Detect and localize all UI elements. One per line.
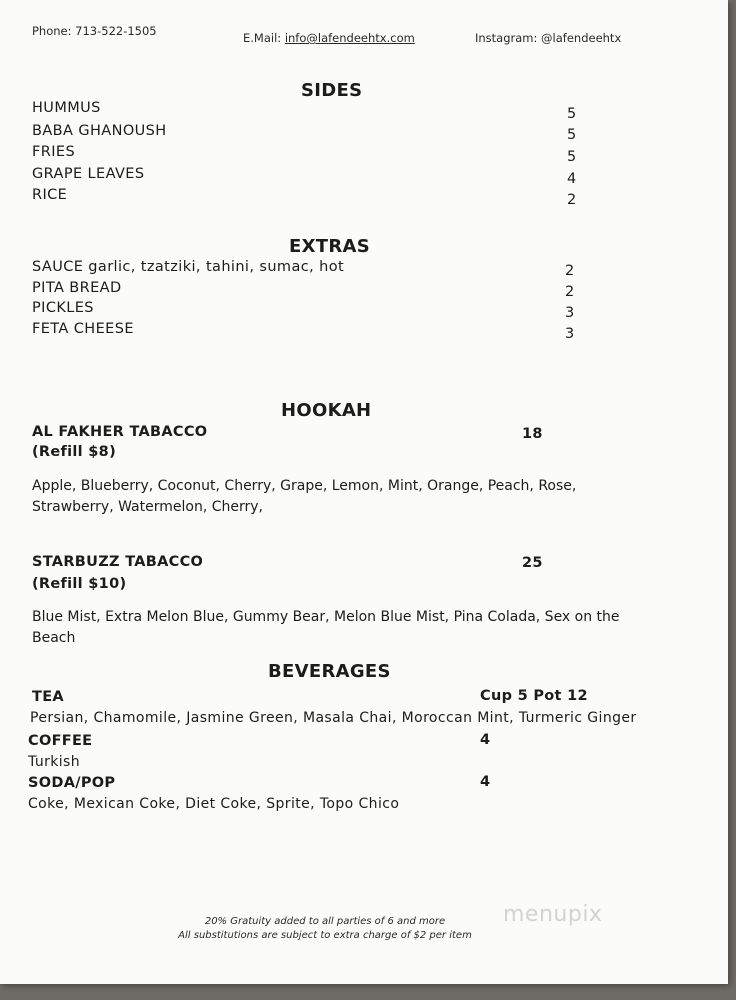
- substitution-note: All substitutions are subject to extra charge of $2 per item: [178, 930, 472, 941]
- menu-item-name: FETA CHEESE: [32, 321, 134, 337]
- refill-note: (Refill $8): [32, 444, 116, 460]
- menu-item-name: FRIES: [32, 144, 76, 160]
- menu-item-price: 2: [565, 284, 575, 300]
- menu-item-price: 3: [565, 305, 575, 321]
- menu-item-name: HUMMUS: [32, 100, 101, 116]
- menu-item-price: 2: [567, 192, 577, 208]
- refill-note: (Refill $10): [32, 576, 127, 592]
- menu-item-price: 5: [567, 106, 577, 122]
- email-link[interactable]: info@lafendeehtx.com: [284, 31, 415, 45]
- menu-item-price: 5: [567, 149, 577, 165]
- menu-item-price: 2: [565, 263, 575, 279]
- email-line: [243, 31, 415, 45]
- menu-item-name: SAUCE garlic, tzatziki, tahini, sumac, hot: [32, 259, 345, 275]
- menu-item-name: PITA BREAD: [32, 280, 122, 296]
- extras-heading: EXTRAS: [289, 236, 371, 257]
- menu-item-name: TEA: [32, 689, 64, 705]
- menu-item-name: GRAPE LEAVES: [32, 166, 145, 182]
- menu-item-price: 4: [480, 774, 491, 790]
- beverage-description: Coke, Mexican Coke, Diet Coke, Sprite, Topo Chico: [28, 796, 400, 812]
- menu-item-price: 5: [567, 127, 577, 143]
- menu-item-price: 3: [565, 326, 575, 342]
- menu-item-name: STARBUZZ TABACCO: [32, 554, 204, 570]
- menu-item-price: 25: [522, 555, 543, 571]
- menu-item-name: SODA/POP: [28, 775, 116, 791]
- sides-heading: SIDES: [301, 80, 363, 101]
- menu-item-name: BABA GHANOUSH: [32, 123, 167, 139]
- gratuity-note: 20% Gratuity added to all parties of 6 and more: [204, 916, 446, 927]
- menu-item-name: RICE: [32, 187, 68, 203]
- menu-item-price: Cup 5 Pot 12: [480, 688, 588, 704]
- menu-item-price: 18: [522, 426, 543, 442]
- phone-text: Phone: 713-522-1505: [32, 24, 157, 38]
- beverage-description: Persian, Chamomile, Jasmine Green, Masala Chai, Moroccan Mint, Turmeric Ginger: [30, 710, 637, 726]
- footer-notes: [170, 915, 480, 943]
- menu-item-name: PICKLES: [32, 300, 94, 316]
- instagram-text: Instagram: @lafendeehtx: [475, 31, 622, 45]
- menu-item-name: AL FAKHER TABACCO: [32, 424, 208, 440]
- menu-item-price: 4: [567, 171, 577, 187]
- email-label: E.Mail:: [243, 31, 285, 45]
- hookah-heading: HOOKAH: [281, 400, 372, 421]
- menu-item-name: COFFEE: [28, 733, 93, 749]
- flavor-list: Blue Mist, Extra Melon Blue, Gummy Bear, Melon Blue Mist, Pina Colada, Sex on the Beach: [32, 609, 620, 646]
- flavor-list: Apple, Blueberry, Coconut, Cherry, Grape, Lemon, Mint, Orange, Peach, Rose, Strawberry, Watermelon, Cherry,: [32, 478, 577, 515]
- beverage-description: Turkish: [28, 754, 81, 770]
- watermark-logo: menupix: [503, 902, 603, 927]
- beverages-heading: BEVERAGES: [268, 661, 391, 682]
- menu-item-price: 4: [480, 732, 491, 748]
